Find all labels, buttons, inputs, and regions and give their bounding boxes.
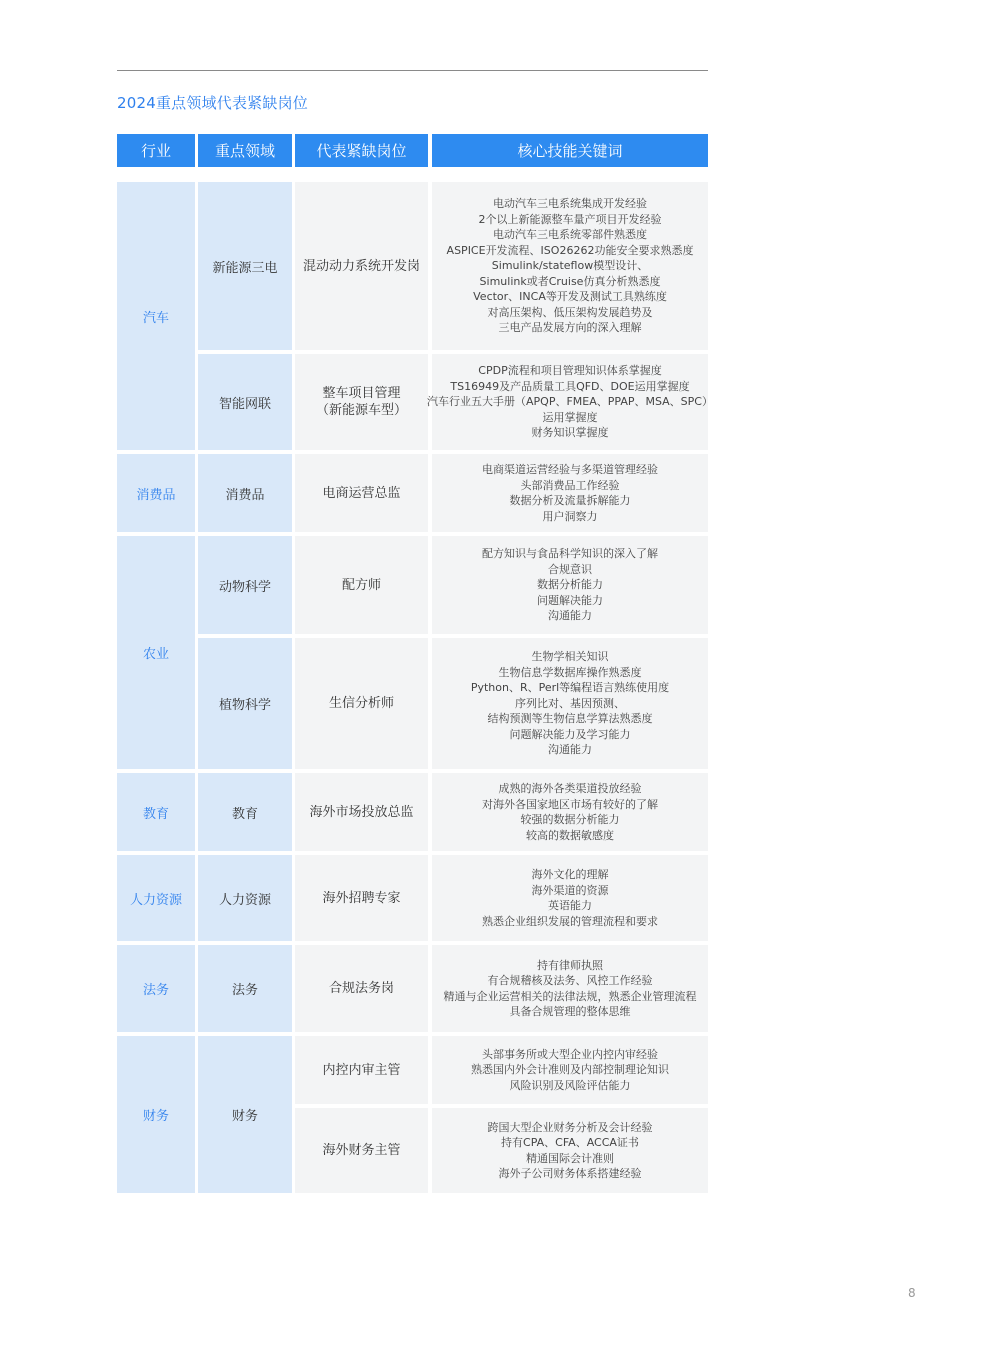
keyword-line: 沟通能力 [548, 609, 592, 623]
position-line: 整车项目管理 [322, 386, 401, 401]
keyword-line: 数据分析能力 [537, 578, 603, 592]
field-cell: 植物科学 [198, 638, 292, 769]
keyword-line: 持有CPA、CFA、ACCA证书 [501, 1136, 639, 1149]
keywords-cell [432, 454, 708, 532]
keyword-line: 头部消费品工作经验 [520, 478, 620, 492]
field-cell: 财务 [198, 1036, 292, 1193]
keyword-line: 用户洞察力 [542, 509, 598, 523]
header-position: 代表紧缺岗位 [295, 134, 428, 167]
position-cell [295, 638, 428, 769]
industry-cell: 汽车 [117, 182, 195, 450]
keyword-line: 对高压架构、低压架构发展趋势及 [487, 305, 653, 319]
keyword-line: 电动汽车三电系统零部件熟悉度 [493, 228, 647, 242]
keywords-cell [432, 1108, 708, 1193]
field-cell: 人力资源 [198, 855, 292, 941]
keyword-line: 电动汽车三电系统集成开发经验 [493, 197, 647, 211]
keywords-cell [432, 773, 708, 851]
position-line: 生信分析师 [328, 696, 394, 711]
position-line: 海外财务主管 [322, 1143, 401, 1158]
field-cell: 动物科学 [198, 536, 292, 634]
field-cell: 新能源三电 [198, 182, 292, 350]
header-field: 重点领域 [198, 134, 292, 167]
keyword-line: 数据分析及流量拆解能力 [509, 494, 631, 507]
keyword-line: 风险识别及风险评估能力 [509, 1078, 631, 1092]
industry-cell: 消费品 [117, 454, 195, 532]
keywords-cell [427, 354, 713, 450]
keyword-line: 熟悉企业组织发展的管理流程和要求 [482, 914, 658, 928]
position-cell [295, 454, 428, 532]
keyword-line: 有合规稽核及法务、风控工作经验 [487, 974, 653, 987]
header-keywords: 核心技能关键词 [432, 134, 708, 167]
keyword-line: 精通与企业运营相关的法律法规，熟悉企业管理流程 [443, 989, 697, 1003]
keyword-line: TS16949及产品质量工具QFD、DOE运用掌握度 [450, 379, 690, 393]
position-cell [295, 945, 428, 1032]
keyword-line: 持有律师执照 [537, 958, 603, 972]
position-line: 电商运营总监 [322, 485, 401, 501]
position-cell [295, 182, 428, 350]
keyword-line: 问题解决能力及学习能力 [509, 727, 631, 741]
keywords-cell [432, 945, 708, 1032]
position-line: 合规法务岗 [328, 981, 394, 996]
keyword-line: 生物学相关知识 [531, 650, 609, 664]
position-cell [295, 855, 428, 941]
position-line: 海外市场投放总监 [309, 804, 414, 820]
keyword-line: Simulink或者Cruise仿真分析熟悉度 [479, 274, 661, 288]
keywords-cell [432, 855, 708, 941]
keyword-line: 海外子公司财务体系搭建经验 [498, 1167, 642, 1180]
industry-cell: 教育 [117, 773, 195, 851]
page-number: 8 [908, 1286, 916, 1300]
keyword-line: Simulink/stateflow模型设计、 [491, 259, 649, 273]
top-divider [117, 70, 708, 71]
keyword-line: 具备合规管理的整体思维 [509, 1005, 631, 1018]
position-line: （新能源车型） [315, 403, 407, 418]
keyword-line: 成熟的海外各类渠道投放经验 [498, 782, 642, 795]
field-cell: 法务 [198, 945, 292, 1032]
keyword-line: Python、R、Perl等编程语言熟练使用度 [470, 681, 670, 695]
keyword-line: 生物信息学数据库操作熟悉度 [498, 665, 642, 679]
keyword-line: 三电产品发展方向的深入理解 [498, 321, 642, 335]
keyword-line: 英语能力 [548, 899, 592, 912]
keyword-line: 熟悉国内外会计准则及内部控制理论知识 [471, 1063, 669, 1077]
keyword-line: 对海外各国家地区市场有较好的了解 [482, 797, 658, 811]
keyword-line: 配方知识与食品科学知识的深入了解 [482, 547, 658, 561]
position-line: 内控内审主管 [322, 1062, 401, 1078]
keyword-line: 精通国际会计准则 [526, 1151, 614, 1165]
keywords-cell [432, 182, 708, 350]
keyword-line: 结构预测等生物信息学算法熟悉度 [487, 712, 653, 726]
position-cell [295, 536, 428, 634]
keyword-line: 较高的数据敏感度 [526, 828, 614, 842]
position-line: 海外招聘专家 [322, 890, 401, 906]
position-line: 配方师 [341, 577, 381, 593]
industry-cell: 法务 [117, 945, 195, 1032]
industry-cell: 农业 [117, 536, 195, 769]
keyword-line: 海外文化的理解 [531, 868, 609, 881]
keyword-line: 跨国大型企业财务分析及会计经验 [487, 1120, 653, 1134]
field-cell: 教育 [198, 773, 292, 851]
keyword-line: 2个以上新能源整车量产项目开发经验 [478, 212, 662, 226]
position-cell [295, 354, 428, 450]
position-cell [295, 773, 428, 851]
field-cell: 智能网联 [198, 354, 292, 450]
field-cell: 消费品 [198, 454, 292, 532]
keyword-line: Vector、INCA等开发及测试工具熟练度 [473, 290, 667, 304]
industry-cell: 财务 [117, 1036, 195, 1193]
keyword-line: CPDP流程和项目管理知识体系掌握度 [478, 364, 662, 378]
position-cell [295, 1108, 428, 1193]
keyword-line: 汽车行业五大手册（APQP、FMEA、PPAP、MSA、SPC） [427, 395, 713, 409]
keyword-line: 序列比对、基因预测、 [515, 696, 625, 710]
keyword-line: 电商渠道运营经验与多渠道管理经验 [482, 463, 658, 476]
keyword-line: ASPICE开发流程、ISO26262功能安全要求熟悉度 [446, 243, 694, 257]
position-cell [295, 1036, 428, 1104]
keyword-line: 海外渠道的资源 [531, 883, 609, 897]
position-line: 混动动力系统开发岗 [302, 258, 420, 274]
table-title: 2024重点领域代表紧缺岗位 [117, 94, 308, 112]
keyword-line: 运用掌握度 [542, 410, 598, 424]
keywords-cell [432, 1036, 708, 1104]
industry-cell: 人力资源 [117, 855, 195, 941]
keyword-line: 沟通能力 [548, 743, 592, 757]
keyword-line: 合规意识 [548, 562, 592, 576]
keyword-line: 问题解决能力 [537, 593, 603, 607]
keyword-line: 较强的数据分析能力 [520, 813, 620, 826]
keyword-line: 头部事务所或大型企业内控内审经验 [482, 1047, 658, 1061]
header-industry: 行业 [117, 134, 195, 167]
keywords-cell [432, 638, 708, 769]
keyword-line: 财务知识掌握度 [531, 426, 609, 440]
keywords-cell [432, 536, 708, 634]
